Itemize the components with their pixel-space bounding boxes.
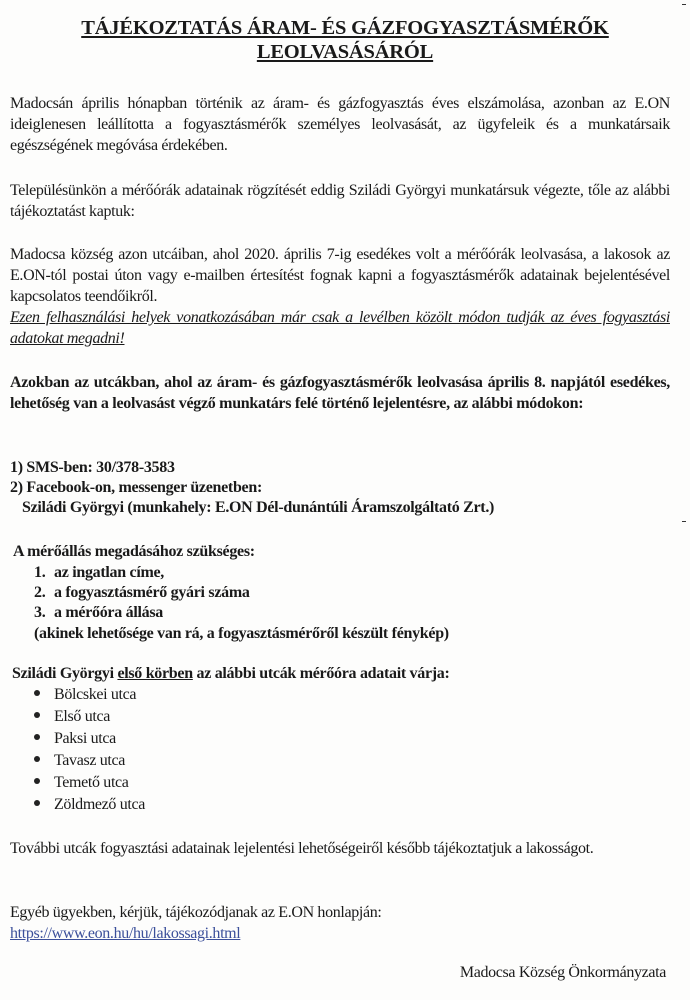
- signature: Madocsa Község Önkormányzata: [459, 964, 666, 981]
- bullet-icon: [34, 756, 40, 762]
- bullet-icon: [34, 712, 40, 718]
- requirements-note: (akinek lehetősége van rá, a fogyasztásmérőről készült fénykép): [34, 625, 449, 642]
- street-list-item: Első utca: [34, 706, 110, 728]
- street-list-item: Bölcskei utca: [34, 684, 136, 706]
- bullet-icon: [34, 734, 40, 740]
- streets-before-note: Ezen felhasználási helyek vonatkozásában már csak a levélben közölt módon tudják az éves fogyasztási adatokat megadni!: [10, 309, 670, 347]
- further-info-paragraph: További utcák fogyasztási adatainak lejelentési lehetőségeiről később tájékoztatjuk a lakosságot.: [10, 840, 594, 857]
- street-list-item: Tavasz utca: [34, 750, 125, 772]
- streets-before-paragraph: Madocsa község azon utcáiban, ahol 2020. április 7-ig esedékes volt a mérőórák leolvasása, a lakosok az E.ON-tól postai úton vagy e-mailben értesítést fognak kapni a fogyasztásmérők adatainak bejelentésével kapcsolatos teendőikről.: [10, 246, 670, 305]
- streets-before-block: [10, 244, 670, 349]
- title-line-2: LEOLVASÁSÁRÓL: [256, 41, 434, 63]
- other-matters-text: Egyéb ügyekben, kérjük, tájékozódjanak az E.ON honlapján:: [10, 904, 382, 921]
- requirement-item: 1. az ingatlan címe,: [34, 564, 164, 581]
- settlement-info-paragraph: Településünkön a mérőórák adatainak rögzítését eddig Sziládi Györgyi munkatársuk végezte, tőle az alábbi tájékoztatást kaptuk:: [10, 182, 670, 220]
- bullet-icon: [34, 800, 40, 806]
- eon-website-link[interactable]: https://www.eon.hu/hu/lakossagi.html: [10, 925, 241, 942]
- contact-facebook: 2) Facebook-on, messenger üzenetben:: [10, 479, 262, 496]
- street-list-item: Temető utca: [34, 772, 129, 794]
- contact-facebook-name: Sziládi Györgyi (munkahely: E.ON Dél-dunántúli Áramszolgáltató Zrt.): [22, 499, 495, 516]
- first-round-heading: Sziládi Györgyi első körben az alábbi utcák mérőóra adatait várja:: [12, 665, 450, 682]
- scan-mark: [682, 521, 686, 522]
- bullet-icon: [34, 778, 40, 784]
- first-round-emphasis: első körben: [117, 665, 193, 682]
- scan-mark: [682, 4, 686, 5]
- title-line-1: TÁJÉKOZTATÁS ÁRAM- ÉS GÁZFOGYASZTÁSMÉRŐK: [81, 17, 609, 39]
- requirement-item: 2. a fogyasztásmérő gyári száma: [34, 584, 250, 601]
- requirements-heading: A mérőállás megadásához szükséges:: [13, 543, 255, 560]
- document-title: [0, 16, 690, 64]
- other-matters-block: [10, 902, 670, 944]
- streets-after-paragraph: Azokban az utcákban, ahol az áram- és gázfogyasztásmérők leolvasása április 8. napjától esedékes, lehetőség van a leolvasást végző munkatárs felé történő lejelentésre, az alábbi módokon:: [10, 374, 670, 412]
- street-list-item: Paksi utca: [34, 728, 116, 750]
- bullet-icon: [34, 690, 40, 696]
- contact-sms: 1) SMS-ben: 30/378-3583: [10, 459, 175, 476]
- intro-paragraph: Madocsán április hónapban történik az áram- és gázfogyasztás éves elszámolása, azonban az E.ON ideiglenesen leállította a fogyasztásmérők személyes leolvasását, az ügyfeleik és a munkatársaik egészségének megóvása érdekében.: [10, 95, 670, 154]
- street-list-item: Zöldmező utca: [34, 794, 145, 816]
- requirement-item: 3. a mérőóra állása: [34, 604, 163, 621]
